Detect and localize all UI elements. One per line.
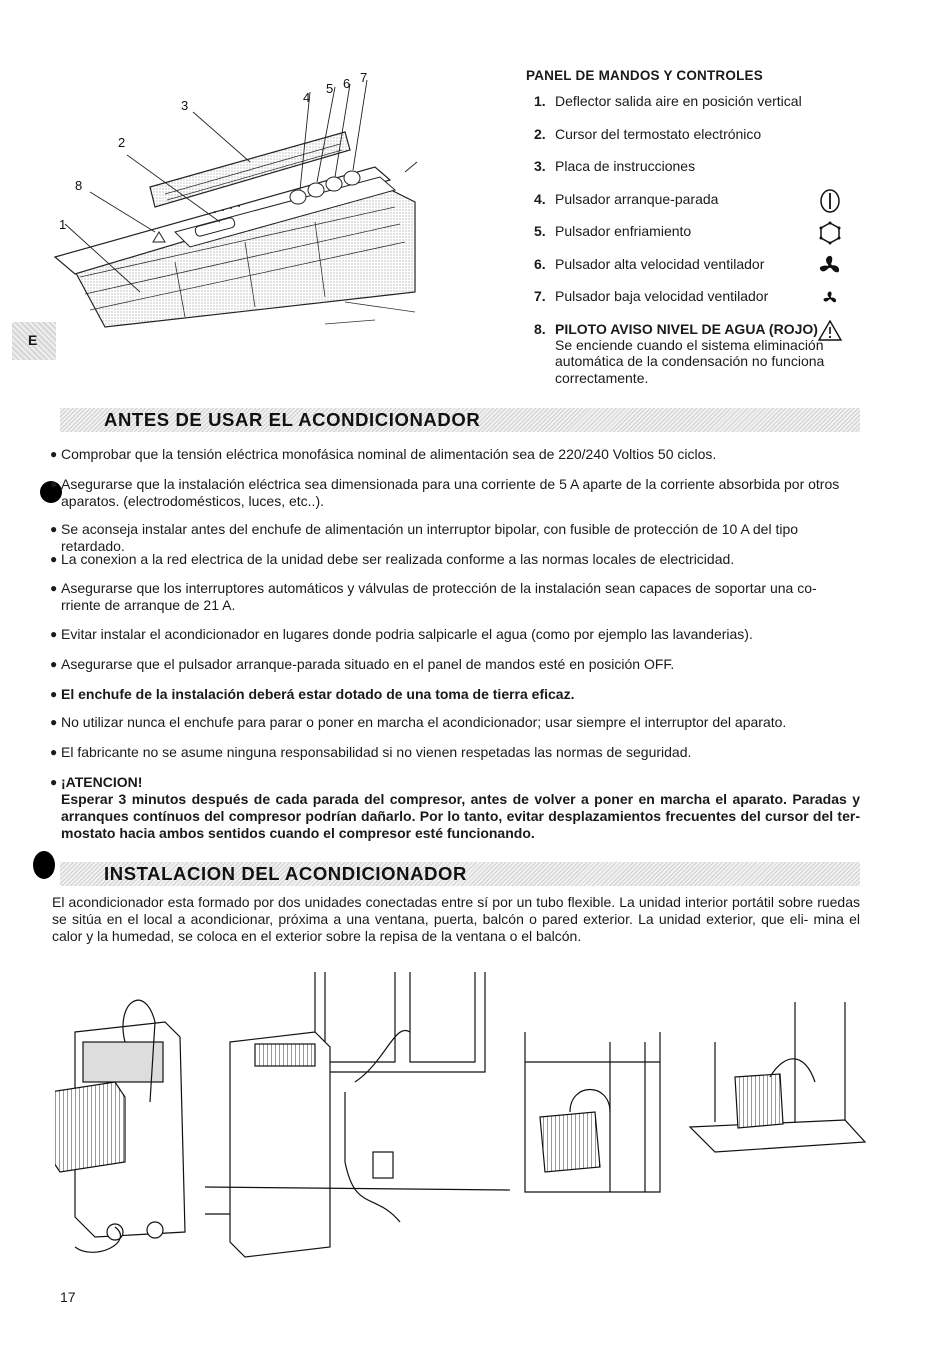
- bullet-dot: ●: [50, 687, 58, 701]
- language-tab-letter: E: [28, 332, 38, 348]
- section-header-before-use: [60, 408, 860, 432]
- list-item: [50, 744, 860, 761]
- warning-title: ¡ATENCION!: [61, 774, 143, 790]
- callout-1: 1: [59, 217, 67, 232]
- callout-7: 7: [360, 70, 368, 85]
- legend-text: Pulsador arranque-parada: [555, 190, 719, 207]
- legend-number: 1.: [534, 93, 546, 109]
- callout-2: 2: [118, 135, 126, 150]
- bullet-text: Asegurarse que los interruptores automáticos y válvulas de protección de la instalación sean capaces de soportar una co- rriente de arranque de 21 A.: [61, 580, 817, 613]
- scene-indoor-unit-window: [205, 972, 510, 1257]
- legend-text: Cursor del termostato electrónico: [555, 125, 762, 142]
- bullet-dot: ●: [50, 657, 58, 671]
- installation-intro: El acondicionador esta formado por dos unidades conectadas entre sí por un tubo flexible. La unidad interior portátil sobre ruedas se sitúa en el local a acondicionar, próxima a una ventana, puerta, balcón o pared exterior. La unidad exterior, que eli- mina el calor y la humedad, se coloca en el exterior sobre la repisa de la ventana o el balcón.: [52, 894, 860, 944]
- legend-number: 5.: [534, 223, 546, 239]
- legend-item: [526, 219, 886, 252]
- bullet-text: La conexion a la red electrica de la unidad debe ser realizada conforme a las normas locales de electricidad.: [61, 551, 735, 567]
- list-item: [50, 714, 860, 731]
- callout-3: 3: [181, 98, 189, 113]
- warning-triangle-icon: [816, 317, 844, 345]
- legend-item: [526, 252, 886, 285]
- controls-legend: [526, 68, 886, 386]
- power-icon: [816, 187, 844, 215]
- bullet-text: El enchufe de la instalación deberá estar dotado de una toma de tierra eficaz.: [61, 686, 575, 702]
- installation-illustrations: [55, 962, 870, 1267]
- bullet-dot: ●: [50, 477, 58, 491]
- page-number: 17: [60, 1289, 76, 1305]
- bullet-dot: ●: [50, 581, 58, 595]
- section-header-installation: [60, 862, 860, 886]
- list-item: [50, 580, 860, 614]
- fan-high-icon: [816, 252, 844, 280]
- bullet-text: Comprobar que la tensión eléctrica monofásica nominal de alimentación sea de 220/240 Voltios 50 ciclos.: [61, 446, 717, 462]
- bullet-dot: ●: [50, 627, 58, 641]
- bullet-dot: ●: [50, 715, 58, 729]
- legend-description: Se enciende cuando el sistema eliminación automática de la condensación no funciona correctamente.: [555, 336, 825, 386]
- legend-heading: PANEL DE MANDOS Y CONTROLES: [526, 68, 763, 83]
- legend-text: Pulsador baja velocidad ventilador: [555, 288, 769, 304]
- legend-item: [526, 89, 886, 122]
- bullet-dot: ●: [50, 775, 58, 789]
- legend-text: PILOTO AVISO NIVEL DE AGUA (ROJO): [555, 320, 818, 337]
- bullet-text: Evitar instalar el acondicionador en lugares donde podria salpicarle el agua (como por ejemplo las lavanderias).: [61, 626, 753, 642]
- punch-hole: [33, 851, 55, 879]
- legend-item: [526, 284, 886, 317]
- fan-low-icon: [816, 284, 844, 312]
- legend-text: Pulsador enfriamiento: [555, 223, 692, 239]
- legend-number: 2.: [534, 125, 546, 142]
- legend-item: [526, 154, 886, 187]
- bullet-text: Asegurarse que el pulsador arranque-parada situado en el panel de mandos esté en posición OFF.: [61, 656, 675, 672]
- bullet-dot: ●: [50, 745, 58, 759]
- bullet-text: No utilizar nunca el enchufe para parar o poner en marcha el acondicionador; usar siempre el interruptor del aparato.: [61, 714, 787, 730]
- list-item: [50, 476, 860, 510]
- legend-number: 6.: [534, 255, 546, 272]
- bullet-dot: ●: [50, 522, 58, 536]
- list-item: [50, 626, 860, 643]
- legend-number: 4.: [534, 190, 546, 207]
- control-panel-illustration: [45, 62, 455, 352]
- scene-indoor-unit-with-handle: [55, 1000, 185, 1252]
- list-item: [50, 446, 860, 463]
- list-item: [50, 551, 860, 568]
- legend-text: Pulsador alta velocidad ventilador: [555, 255, 765, 272]
- bullet-text: Se aconseja instalar antes del enchufe de alimentación un interruptor bipolar, con fusible de protección de 10 A del tipo retardado.: [61, 521, 799, 554]
- bullet-dot: ●: [50, 552, 58, 566]
- language-tab: [12, 322, 56, 360]
- list-item: [50, 686, 860, 703]
- scene-window-sill-installation: [690, 1002, 865, 1152]
- warning-body: Esperar 3 minutos después de cada parada del compresor, antes de volver a poner en marcha el aparato. Paradas y arranques contínuos del compresor podrían dañarlo. Por lo tanto, evitar desplazamientos frecuentes del cursor del ter- mostato hacia ambos sentidos cuando el compresor esté funcionando.: [61, 791, 860, 841]
- section-title: INSTALACION DEL ACONDICIONADOR: [104, 863, 467, 884]
- scene-balcony-installation: [525, 1032, 660, 1192]
- legend-item: [526, 317, 886, 387]
- warning-item: [50, 774, 860, 842]
- list-item: [50, 656, 860, 673]
- bullet-text: El fabricante no se asume ninguna responsabilidad si no vienen respetadas las normas de seguridad.: [61, 744, 692, 760]
- cooling-icon: [816, 219, 844, 247]
- callout-4: 4: [303, 90, 311, 105]
- callout-5: 5: [326, 81, 334, 96]
- callout-8: 8: [75, 178, 83, 193]
- legend-text: Deflector salida aire en posición vertical: [555, 93, 802, 109]
- list-item: [50, 521, 860, 555]
- bullet-dot: ●: [50, 447, 58, 461]
- legend-item: [526, 187, 886, 220]
- legend-number: 3.: [534, 158, 546, 174]
- legend-item: [526, 122, 886, 155]
- legend-number: 7.: [534, 288, 546, 304]
- legend-text: Placa de instrucciones: [555, 158, 696, 174]
- legend-number: 8.: [534, 320, 546, 337]
- bullet-text: Asegurarse que la instalación eléctrica sea dimensionada para una corriente de 5 A aparte de la corriente absorbida por otros aparatos. (electrodomésticos, luces, etc..).: [61, 476, 840, 509]
- callout-6: 6: [343, 76, 351, 91]
- section-title: ANTES DE USAR EL ACONDICIONADOR: [104, 409, 481, 430]
